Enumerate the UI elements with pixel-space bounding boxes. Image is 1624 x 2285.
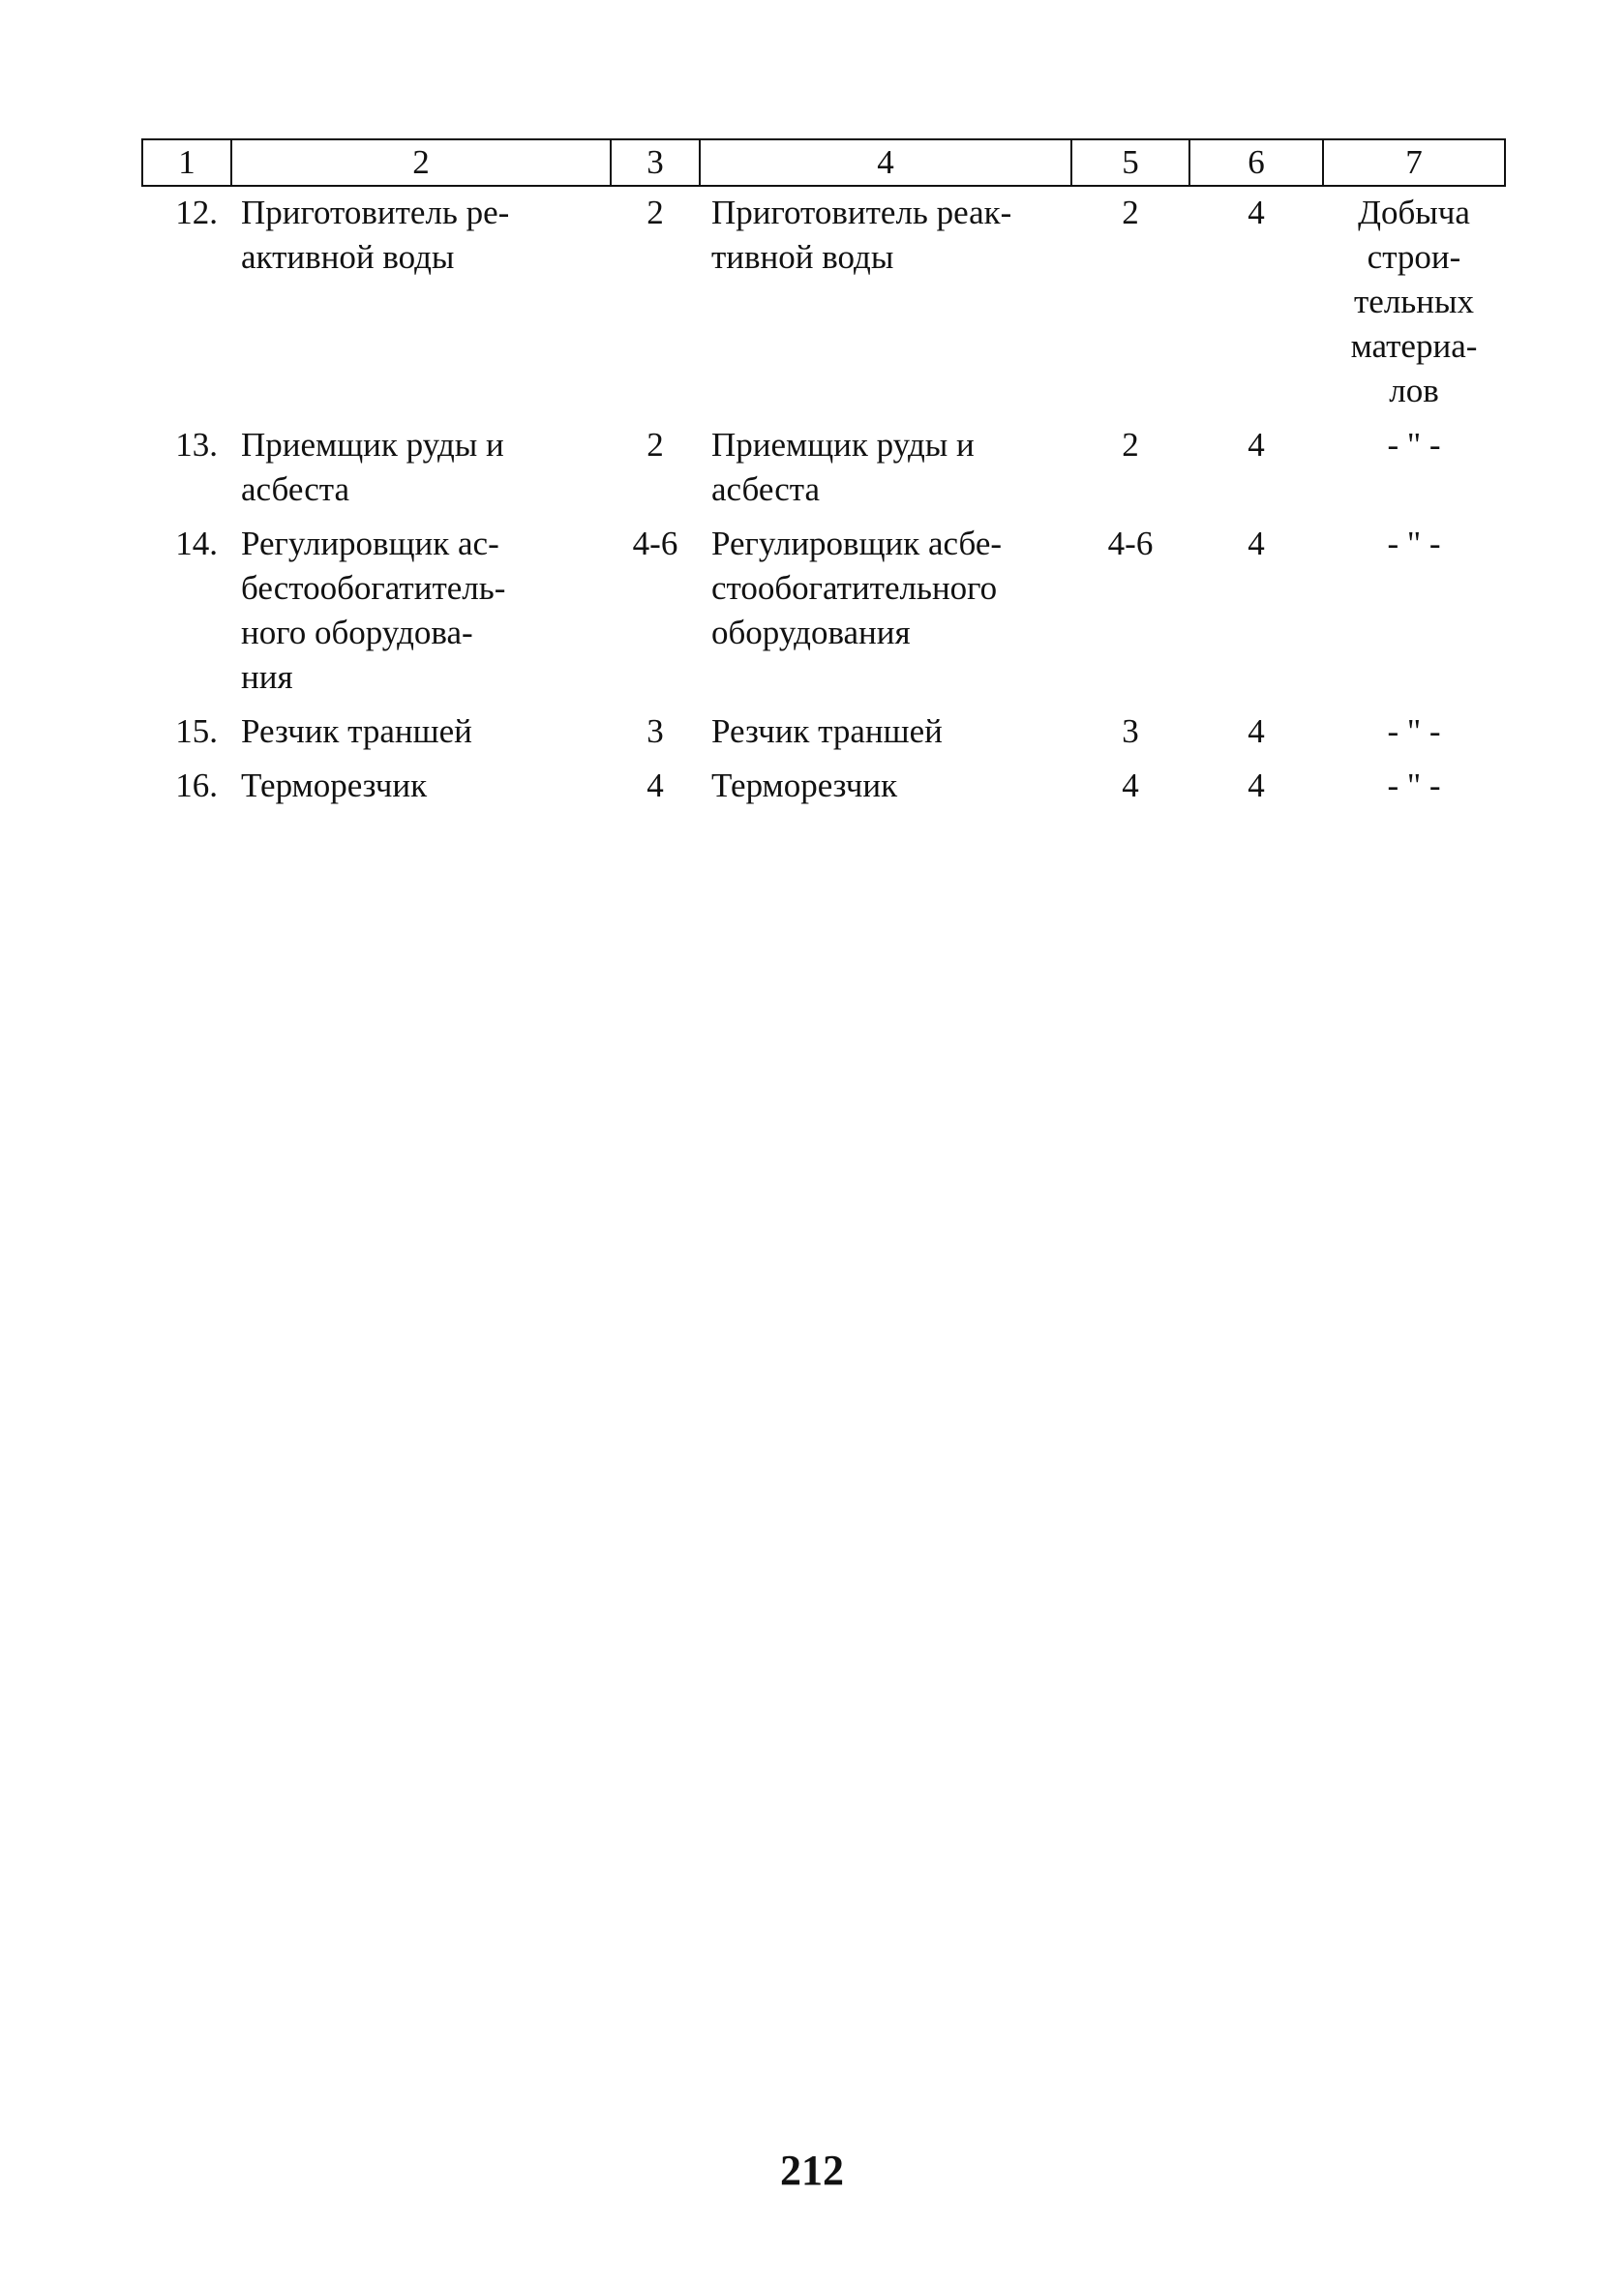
profession-name: Регулировщик ас- бестообогатитель- ного оборудова- ния bbox=[241, 525, 506, 696]
industry-section: - " - bbox=[1387, 712, 1441, 750]
header-cell-4: 4 bbox=[700, 139, 1071, 186]
grade-range: 4 bbox=[647, 767, 664, 804]
header-row bbox=[142, 139, 1505, 186]
profession-name: Резчик траншей bbox=[241, 712, 472, 750]
table-row bbox=[142, 186, 1505, 423]
header-cell-1: 1 bbox=[142, 139, 231, 186]
grade-range: 2 bbox=[647, 426, 664, 464]
row-number: 14. bbox=[175, 525, 218, 562]
column-6-value: 4 bbox=[1248, 426, 1265, 464]
table-row bbox=[142, 522, 1505, 709]
industry-section: Добыча строи- тельных материа- лов bbox=[1350, 194, 1478, 409]
header-cell-2: 2 bbox=[231, 139, 611, 186]
column-6-value: 4 bbox=[1248, 525, 1265, 562]
profession-name: Приготовитель ре- активной воды bbox=[241, 194, 510, 276]
grade-range-new: 2 bbox=[1122, 426, 1139, 464]
header-cell-3: 3 bbox=[611, 139, 700, 186]
row-number: 16. bbox=[175, 767, 218, 804]
grade-range-new: 4-6 bbox=[1107, 525, 1154, 562]
grade-range-new: 3 bbox=[1122, 712, 1139, 750]
profession-name-new: Приемщик руды и асбеста bbox=[711, 426, 975, 508]
grade-range: 3 bbox=[647, 712, 664, 750]
profession-name: Приемщик руды и асбеста bbox=[241, 426, 504, 508]
table-row bbox=[142, 764, 1505, 818]
profession-name-new: Резчик траншей bbox=[711, 712, 943, 750]
table-row bbox=[142, 709, 1505, 764]
industry-section: - " - bbox=[1387, 525, 1441, 562]
column-6-value: 4 bbox=[1248, 767, 1265, 804]
row-number: 15. bbox=[175, 712, 218, 750]
table-header bbox=[142, 139, 1505, 186]
column-6-value: 4 bbox=[1248, 194, 1265, 231]
grade-range: 2 bbox=[647, 194, 664, 231]
table-row bbox=[142, 423, 1505, 522]
profession-name-new: Регулировщик асбе- стообогатительного оборудования bbox=[711, 525, 1003, 651]
header-cell-5: 5 bbox=[1071, 139, 1189, 186]
page-number: 212 bbox=[780, 2147, 844, 2194]
professions-table bbox=[141, 138, 1506, 818]
grade-range: 4-6 bbox=[632, 525, 678, 562]
profession-name-new: Терморезчик bbox=[711, 767, 898, 804]
profession-name-new: Приготовитель реак- тивной воды bbox=[711, 194, 1012, 276]
header-cell-7: 7 bbox=[1323, 139, 1505, 186]
industry-section: - " - bbox=[1387, 767, 1441, 804]
table-body bbox=[142, 186, 1505, 818]
header-cell-6: 6 bbox=[1189, 139, 1323, 186]
column-6-value: 4 bbox=[1248, 712, 1265, 750]
profession-name: Терморезчик bbox=[241, 767, 428, 804]
row-number: 12. bbox=[175, 194, 218, 231]
grade-range-new: 4 bbox=[1122, 767, 1139, 804]
row-number: 13. bbox=[175, 426, 218, 464]
grade-range-new: 2 bbox=[1122, 194, 1139, 231]
industry-section: - " - bbox=[1387, 426, 1441, 464]
